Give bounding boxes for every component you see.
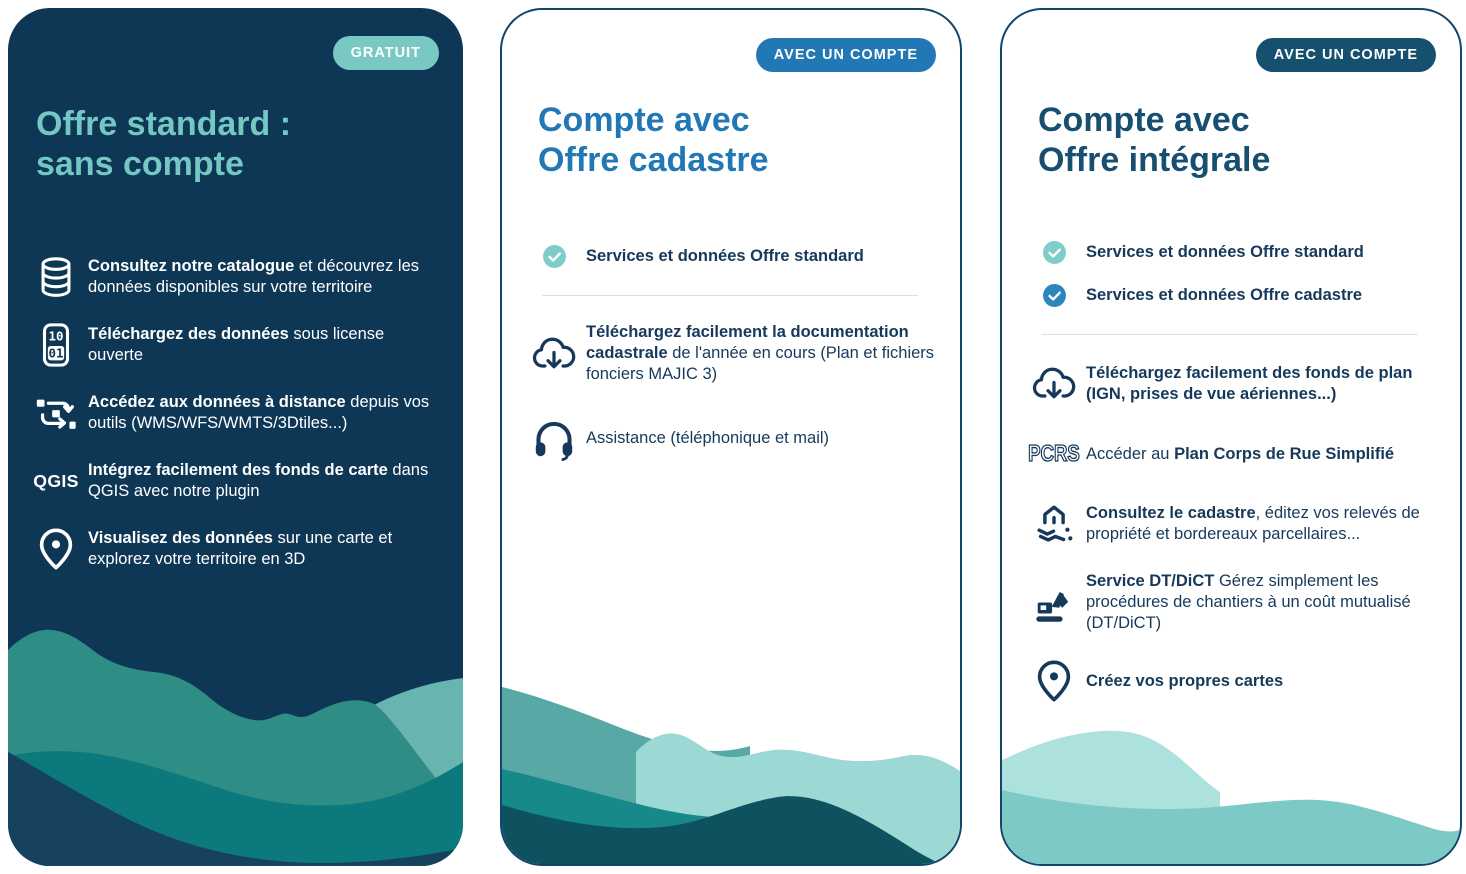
feature-text: Accédez aux données à distance depuis vos outils (WMS/WFS/WMTS/3Dtiles...) [88, 393, 430, 433]
avec-un-compte-badge: AVEC UN COMPTE [756, 38, 936, 72]
cloud-download-icon [522, 331, 586, 377]
pin-icon [24, 526, 88, 572]
included-service-item [1022, 240, 1444, 265]
section-divider [542, 295, 918, 296]
feature-list [24, 254, 449, 572]
feature-item [1022, 361, 1450, 407]
feature-item [1022, 501, 1450, 547]
wave-decoration [502, 649, 960, 864]
qgis-logo [24, 458, 88, 504]
feature-item [24, 390, 449, 436]
pin-icon [1022, 658, 1086, 704]
cloud-download-icon [1022, 361, 1086, 407]
card-title-line: Compte avec [538, 101, 750, 139]
feature-text: Visualisez des données sur une carte et explorez votre territoire en 3D [88, 529, 393, 569]
gratuit-badge: GRATUIT [333, 36, 439, 70]
feature-text: Assistance (téléphonique et mail) [586, 428, 830, 447]
feature-item [24, 526, 449, 572]
avec-un-compte-badge: AVEC UN COMPTE [1256, 38, 1436, 72]
database-icon [24, 254, 88, 300]
feature-item [24, 254, 449, 300]
check-circle-icon [1022, 283, 1086, 308]
cadastre-icon [1022, 501, 1086, 547]
included-services-list [522, 244, 944, 269]
card-title-line: Offre intégrale [1038, 141, 1271, 180]
feature-item [24, 322, 449, 368]
pcrs-logo [1022, 431, 1086, 477]
feature-item [1022, 571, 1450, 634]
feature-text: Service DT/DiCT Gérez simplement les procédures de chantiers à un coût mutualisé (DT/DiCT) [1086, 572, 1411, 633]
section-divider [1042, 334, 1418, 335]
feature-text: Téléchargez facilement des fonds de plan (IGN, prises de vue aériennes...) [1086, 364, 1413, 404]
headphones-icon [522, 415, 586, 461]
check-circle-icon [522, 244, 586, 269]
feature-item [1022, 658, 1450, 704]
included-service-item [1022, 283, 1444, 308]
card-title [36, 104, 463, 184]
wave-decoration [1002, 712, 1460, 864]
card-title-line: Compte avec [1038, 101, 1250, 139]
feature-text: Téléchargez facilement la documentation cadastrale de l'année en cours (Plan et fichiers fonciers MAJIC 3) [586, 323, 935, 384]
card-offre-integrale [1000, 8, 1462, 866]
included-service-label: Services et données Offre standard [1086, 243, 1364, 262]
feature-text: Créez vos propres cartes [1086, 671, 1284, 690]
feature-text: Consultez le cadastre, éditez vos relevés de propriété et bordereaux parcellaires... [1086, 504, 1420, 544]
io-icon [24, 322, 88, 368]
feature-item [1022, 431, 1450, 477]
card-title [538, 100, 960, 180]
included-services-list [1022, 240, 1444, 308]
feature-text: Téléchargez des données sous license ouverte [88, 325, 385, 365]
check-circle-icon [1022, 240, 1086, 265]
feature-item [522, 322, 946, 385]
feature-list [522, 322, 946, 461]
card-offre-cadastre [500, 8, 962, 866]
feature-item [522, 415, 946, 461]
feature-list [1022, 361, 1450, 704]
card-title-line: Offre standard : [36, 105, 292, 143]
included-service-item [522, 244, 944, 269]
card-title [1038, 100, 1460, 180]
included-service-label: Services et données Offre standard [586, 247, 864, 266]
excavator-icon [1022, 580, 1086, 626]
card-title-line: Offre cadastre [538, 141, 769, 180]
feature-text: Intégrez facilement des fonds de carte dans QGIS avec notre plugin [88, 461, 429, 501]
wave-decoration [8, 586, 463, 866]
feature-text: Accéder au Plan Corps de Rue Simplifié [1086, 444, 1395, 463]
card-title-line: sans compte [36, 145, 244, 184]
data-flow-icon [24, 390, 88, 436]
included-service-label: Services et données Offre cadastre [1086, 286, 1363, 305]
feature-item [24, 458, 449, 504]
feature-text: Consultez notre catalogue et découvrez les données disponibles sur votre territoire [88, 257, 420, 297]
card-offre-standard [8, 8, 463, 866]
